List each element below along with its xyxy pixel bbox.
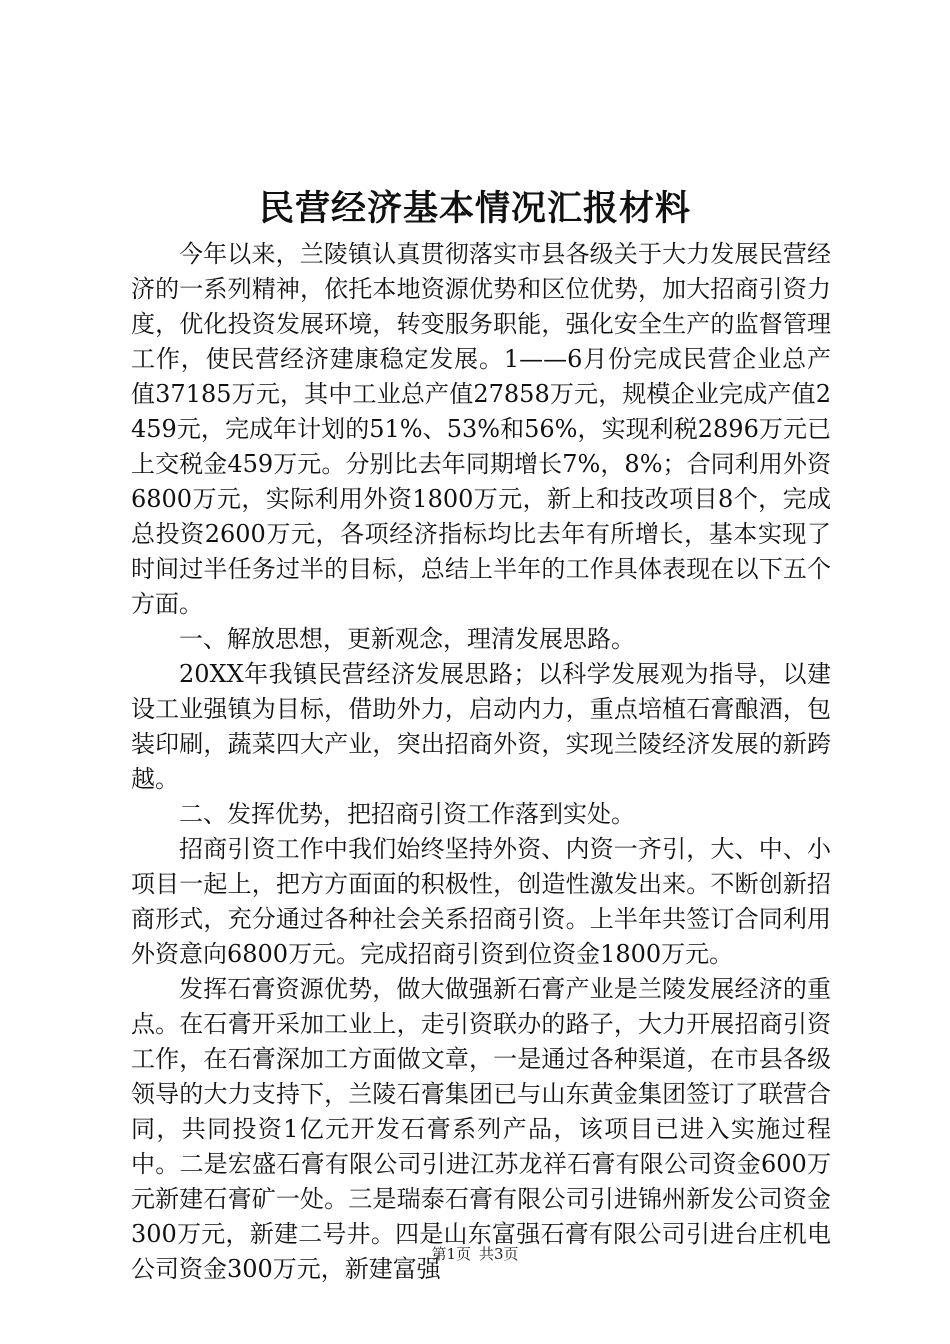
page-number: 第1页 bbox=[431, 1245, 471, 1263]
paragraph-intro: 今年以来，兰陵镇认真贯彻落实市县各级关于大力发展民营经济的一系列精神，依托本地资源优势和区位优势，加大招商引资力度，优化投资发展环境，转变服务职能，强化安全生产的监督管理工作，使民营经济建康稳定发展。1——6月份完成民营企业总产值37185万元，其中工业总产值27858万元，规模企业完成产值2459元，完成年计划的51%、53%和56%，实现利税2896万元已上交税金459万元。分别比去年同期增长7%，8%；合同利用外资6800万元，实际利用外资1800万元，新上和技改项目8个，完成总投资2600万元，各项经济指标均比去年有所增长，基本实现了时间过半任务过半的目标，总结上半年的工作具体表现在以下五个方面。 bbox=[131, 240, 831, 618]
paragraph-investment-attraction: 招商引资工作中我们始终坚持外资、内资一齐引，大、中、小项目一起上，把方方面面的积极性，创造性激发出来。不断创新招商形式，充分通过各种社会关系招商引资。上半年共签订合同利用外资意向6800万元。完成招商引资到位资金1800万元。 bbox=[131, 835, 831, 968]
paragraph-gypsum-resources: 发挥石膏资源优势，做大做强新石膏产业是兰陵发展经济的重点。在石膏开采加工业上，走引资联办的路子，大力开展招商引资工作，在石膏深加工方面做文章，一是通过各种渠道，在市县各级领导的大力支持下，兰陵石膏集团已与山东黄金集团签订了联营合同，共同投资1亿元开发石膏系列产品，该项目已进入实施过程中。二是宏盛石膏有限公司引进江苏龙祥石膏有限公司资金600万元新建石膏矿一处。三是瑞泰石膏有限公司引进锦州新发公司资金300万元，新建二号井。四是山东富强石膏有限公司引进台庄机电公司资金300万元，新建富强 bbox=[131, 975, 831, 1283]
section-heading-1: 一、解放思想，更新观念，理清发展思路。 bbox=[179, 625, 635, 653]
page-footer bbox=[0, 1243, 950, 1265]
section-heading-2: 二、发挥优势，把招商引资工作落到实处。 bbox=[179, 800, 635, 828]
page-total: 共3页 bbox=[479, 1245, 519, 1263]
document-body bbox=[131, 237, 831, 1287]
document-title: 民营经济基本情况汇报材料 bbox=[258, 188, 691, 229]
paragraph-development-approach: 20XX年我镇民营经济发展思路；以科学发展观为指导，以建设工业强镇为目标，借助外力，启动内力，重点培植石膏酿酒，包装印刷，蔬菜四大产业，突出招商外资，实现兰陵经济发展的新跨越。 bbox=[131, 660, 831, 793]
